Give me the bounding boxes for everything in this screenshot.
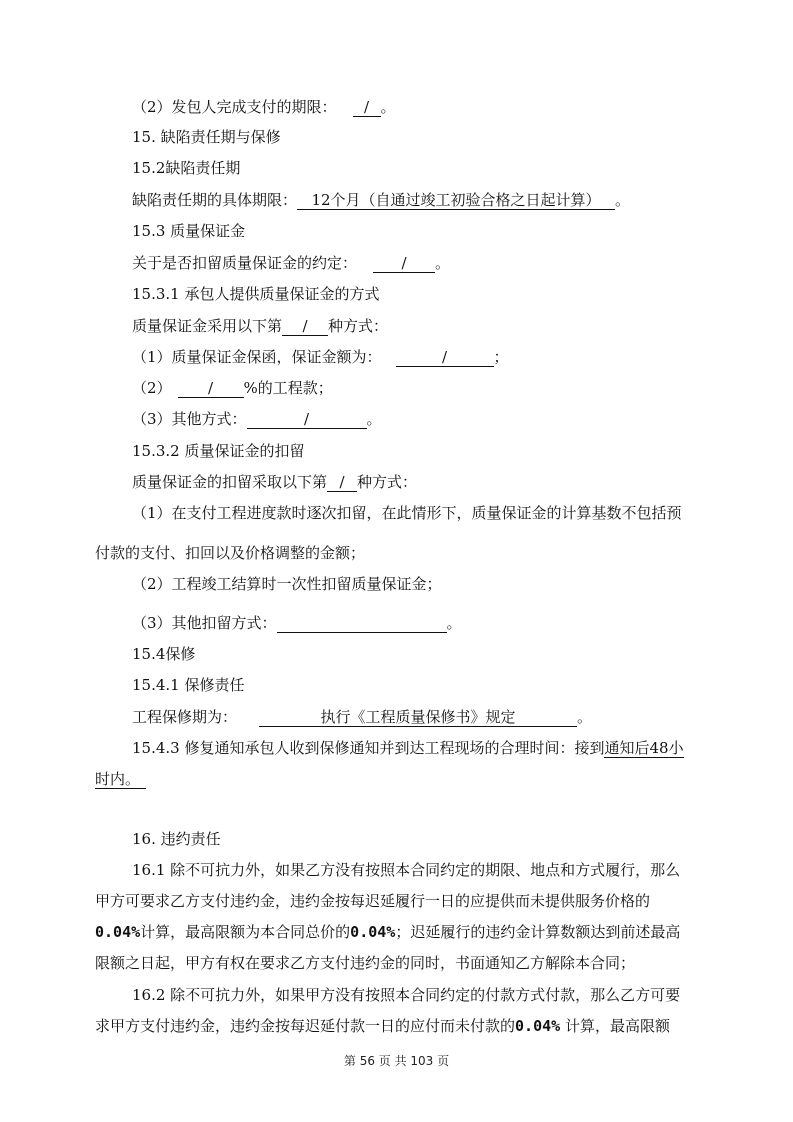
deduction-option-2: （2）工程竣工结算时一次性扣留质量保证金； (132, 575, 442, 593)
paragraph-16-1-line3: 0.04%计算，最高限额为本合同总价的0.04%；迟延履行的违约金计算数额达到前述最高 (95, 923, 681, 941)
paragraph-warranty-period: 工程保修期为： 执行《工程质量保修书》规定 。 (132, 708, 593, 726)
page-number-footer: 第 56 页 共 103 页 (343, 1054, 450, 1068)
paragraph-16-1-line4: 限额之日起，甲方有权在要求乙方支付违约金的同时，书面通知乙方解除本合同； (95, 954, 636, 972)
paragraph-retention-method: 质量保证金采用以下第 / 种方式： (132, 317, 389, 335)
blank-field: / (373, 254, 435, 273)
heading-16: 16. 违约责任 (132, 830, 221, 848)
option-3-other: （3）其他方式： / 。 (132, 410, 382, 428)
paragraph-defect-period: 缺陷责任期的具体期限： 12个月（自通过竣工初验合格之日起计算） 。 (132, 191, 631, 209)
blank-field: 12个月（自通过竣工初验合格之日起计算） (297, 191, 615, 210)
paragraph-repair-notice-cont (95, 769, 146, 789)
heading-15-3-1: 15.3.1 承包人提供质量保证金的方式 (132, 285, 380, 303)
blank-field: / (327, 473, 357, 492)
paragraph-retention-deduction: 质量保证金的扣留采取以下第 / 种方式： (132, 473, 418, 491)
deduction-option-3: （3）其他扣留方式： 。 (132, 614, 462, 632)
heading-15-2: 15.2缺陷责任期 (132, 159, 241, 177)
deduction-option-1: （1）在支付工程进度款时逐次扣留，在此情形下，质量保证金的计算基数不包括预 (132, 504, 682, 522)
blank-field: / (353, 98, 381, 117)
paragraph-retention-agreement: 关于是否扣留质量保证金的约定： / 。 (132, 254, 451, 272)
blank-field: / (178, 379, 244, 398)
paragraph-16-1-line2: 甲方可要求乙方支付违约金，违约金按每迟延履行一日的应提供而未提供服务价格的 (95, 892, 651, 910)
blank-field: 执行《工程质量保修书》规定 (259, 708, 577, 727)
paragraph-repair-notice: 15.4.3 修复通知承包人收到保修通知并到达工程现场的合理时间：接到通知后48小 (132, 739, 684, 757)
option-1-guarantee: （1）质量保证金保函，保证金额为： / ； (132, 348, 509, 366)
blank-field: 通知后48小 (604, 739, 684, 757)
heading-15-3: 15.3 质量保证金 (132, 222, 246, 240)
blank-field: 时内。 (95, 770, 146, 789)
heading-15-4: 15.4保修 (132, 645, 196, 663)
paragraph-payment-deadline: （2）发包人完成支付的期限： / 。 (132, 98, 396, 116)
deduction-option-1-cont: 付款的支付、扣回以及价格调整的金额； (95, 544, 366, 562)
paragraph-16-2: 16.2 除不可抗力外，如果甲方没有按照本合同约定的付款方式付款，那么乙方可要 (132, 986, 681, 1004)
paragraph-16-2-line2: 求甲方支付违约金，违约金按每迟延付款一日的应付而未付款的0.04% 计算，最高限额 (95, 1017, 670, 1035)
blank-field: / (282, 317, 328, 336)
heading-15-4-1: 15.4.1 保修责任 (132, 676, 245, 694)
paragraph-16-1: 16.1 除不可抗力外，如果乙方没有按照本合同约定的期限、地点和方式履行，那么 (132, 861, 681, 879)
option-2-percentage: （2） / %的工程款； (132, 379, 333, 397)
blank-field: / (396, 348, 494, 367)
blank-field (277, 614, 447, 633)
blank-field: / (247, 410, 367, 429)
heading-15: 15. 缺陷责任期与保修 (132, 128, 281, 146)
heading-15-3-2: 15.3.2 质量保证金的扣留 (132, 442, 305, 460)
